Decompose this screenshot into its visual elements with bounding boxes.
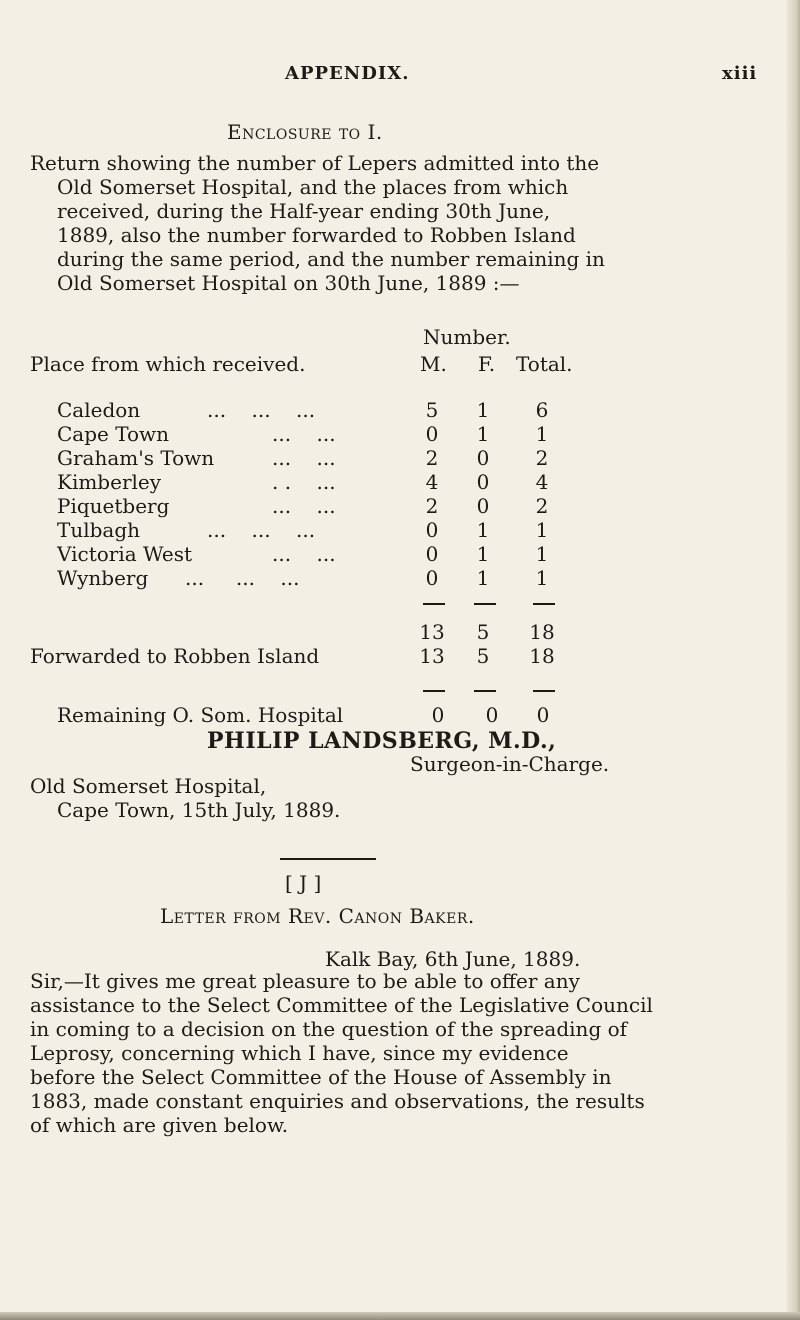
letter-body-line-7: of which are given below.: [30, 1113, 289, 1137]
table-row: [57, 494, 567, 518]
remaining-male: 0: [431, 703, 445, 727]
male-total: 13: [419, 620, 445, 644]
leader-dots: ... ... ...: [207, 398, 316, 422]
female-count: 1: [476, 542, 490, 566]
place-name: Graham's Town: [57, 446, 215, 470]
male-count: 4: [425, 470, 439, 494]
remaining-female: 0: [485, 703, 499, 727]
female-count: 1: [476, 398, 490, 422]
table-row: [57, 446, 567, 470]
letter-body-line-5: before the Select Committee of the House of Assembly in: [30, 1065, 612, 1089]
grand-total: 18: [529, 620, 555, 644]
total-count: 2: [535, 494, 549, 518]
place-name: Victoria West: [57, 542, 193, 566]
return-intro-line-1: Return showing the number of Lepers admitted into the: [30, 151, 600, 175]
page-bottom-edge: [0, 1312, 800, 1320]
leader-dots: ... ...: [272, 494, 336, 518]
leader-dots: . . ...: [272, 470, 336, 494]
female-count: 1: [476, 566, 490, 590]
male-count: 2: [425, 494, 439, 518]
total-count: 1: [535, 518, 549, 542]
difference-rule: [533, 690, 555, 692]
female-count: 1: [476, 422, 490, 446]
female-count: 0: [476, 494, 490, 518]
female-count: 0: [476, 446, 490, 470]
signatory-title: Surgeon-in-Charge.: [410, 752, 610, 776]
total-column-header: Total.: [516, 352, 573, 376]
sum-rule: [533, 603, 555, 605]
leader-dots: ... ...: [272, 446, 336, 470]
section-divider: [280, 858, 376, 860]
total-count: 4: [535, 470, 549, 494]
male-count: 5: [425, 398, 439, 422]
table-row: [57, 542, 567, 566]
place-name: Cape Town: [57, 422, 170, 446]
table-row: [57, 470, 567, 494]
place-column-header: Place from which received.: [30, 352, 306, 376]
totals-row: [57, 620, 567, 644]
return-intro-line-4: 1889, also the number forwarded to Robben Island: [57, 223, 576, 247]
difference-rule: [423, 690, 445, 692]
leader-dots: ... ... ...: [207, 518, 316, 542]
sum-rule: [423, 603, 445, 605]
place-name: Piquetberg: [57, 494, 170, 518]
forwarded-row: [30, 644, 570, 668]
page-edge-shadow: [786, 0, 800, 1320]
male-column-header: M.: [420, 352, 447, 376]
remaining-total: 0: [536, 703, 550, 727]
letter-body-line-4: Leprosy, concerning which I have, since my evidence: [30, 1041, 569, 1065]
table-row: [57, 566, 567, 590]
leader-dots: ... ...: [272, 422, 336, 446]
remaining-row: [57, 703, 567, 727]
running-header: APPENDIX.: [285, 63, 410, 84]
forwarded-female: 5: [476, 644, 490, 668]
return-intro-line-5: during the same period, and the number remaining in: [57, 247, 605, 271]
place-name: Caledon: [57, 398, 141, 422]
female-count: 1: [476, 518, 490, 542]
leader-dots: ... ... ...: [185, 566, 300, 590]
letter-body-line-6: 1883, made constant enquiries and observations, the results: [30, 1089, 645, 1113]
return-intro-line-2: Old Somerset Hospital, and the places from which: [57, 175, 569, 199]
female-count: 0: [476, 470, 490, 494]
place-name: Wynberg: [57, 566, 149, 590]
forwarded-male: 13: [419, 644, 445, 668]
signatory-name: PHILIP LANDSBERG, M.D.,: [207, 728, 557, 754]
male-count: 0: [425, 518, 439, 542]
total-count: 6: [535, 398, 549, 422]
return-intro-line-3: received, during the Half-year ending 30th June,: [57, 199, 551, 223]
total-count: 1: [535, 542, 549, 566]
number-group-header: Number.: [423, 325, 511, 349]
table-row: [57, 398, 567, 422]
total-count: 2: [535, 446, 549, 470]
male-count: 0: [425, 566, 439, 590]
forwarded-label: Forwarded to Robben Island: [30, 644, 320, 668]
letter-place-date: Kalk Bay, 6th June, 1889.: [325, 947, 581, 971]
signatory-address-line-2: Cape Town, 15th July, 1889.: [57, 798, 341, 822]
difference-rule: [474, 690, 496, 692]
forwarded-total: 18: [529, 644, 555, 668]
enclosure-title: Enclosure to I.: [227, 120, 383, 144]
total-count: 1: [535, 566, 549, 590]
section-marker: [ J ]: [285, 871, 322, 895]
page-number: xiii: [722, 63, 758, 84]
male-count: 0: [425, 422, 439, 446]
leader-dots: ... ...: [272, 542, 336, 566]
female-column-header: F.: [478, 352, 496, 376]
letter-body-line-1: Sir,—It gives me great pleasure to be able to offer any: [30, 969, 580, 993]
letter-body-line-2: assistance to the Select Committee of the Legislative Council: [30, 993, 653, 1017]
place-name: Tulbagh: [57, 518, 141, 542]
male-count: 2: [425, 446, 439, 470]
male-count: 0: [425, 542, 439, 566]
signatory-address-line-1: Old Somerset Hospital,: [30, 774, 267, 798]
letter-heading: Letter from Rev. Canon Baker.: [160, 904, 475, 928]
sum-rule: [474, 603, 496, 605]
remaining-label: Remaining O. Som. Hospital: [57, 703, 344, 727]
return-intro-line-6: Old Somerset Hospital on 30th June, 1889 :—: [57, 271, 520, 295]
table-row: [57, 422, 567, 446]
letter-body-line-3: in coming to a decision on the question of the spreading of: [30, 1017, 628, 1041]
female-total: 5: [476, 620, 490, 644]
table-row: [57, 518, 567, 542]
place-name: Kimberley: [57, 470, 162, 494]
total-count: 1: [535, 422, 549, 446]
